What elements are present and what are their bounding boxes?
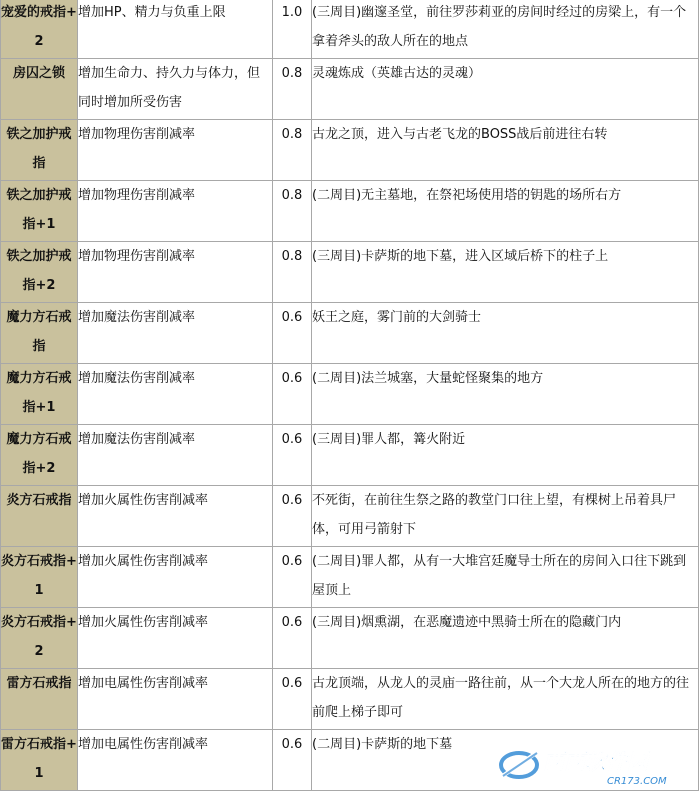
- ring-value: 0.6: [273, 669, 312, 730]
- ring-value: 0.6: [273, 608, 312, 669]
- ring-effect: 增加生命力、持久力与体力，但同时增加所受伤害: [78, 59, 273, 120]
- ring-name: 炎方石戒指+2: [1, 608, 78, 669]
- ring-effect: 增加火属性伤害削减率: [78, 608, 273, 669]
- table-row: [1, 120, 699, 181]
- ring-name: 魔力方石戒指+1: [1, 364, 78, 425]
- ring-value: 0.8: [273, 59, 312, 120]
- ring-effect: 增加火属性伤害削减率: [78, 486, 273, 547]
- ring-location: 古龙顶端，从龙人的灵庙一路往前，从一个大龙人所在的地方的往前爬上梯子即可: [312, 669, 699, 730]
- ring-table-body: [1, 0, 699, 791]
- ring-location: (三周目)卡萨斯的地下墓，进入区域后桥下的柱子上: [312, 242, 699, 303]
- table-row: [1, 0, 699, 59]
- ring-location: (三周目)罪人都，篝火附近: [312, 425, 699, 486]
- ring-effect: 增加HP、精力与负重上限: [78, 0, 273, 59]
- watermark-text: 西西软件园: [543, 750, 648, 774]
- table-row: [1, 303, 699, 364]
- ring-location: 妖王之庭，雾门前的大剑骑士: [312, 303, 699, 364]
- ring-location: 灵魂炼成（英雄古达的灵魂）: [312, 59, 699, 120]
- table-row: [1, 669, 699, 730]
- ring-name: 宠爱的戒指+2: [1, 0, 78, 59]
- watermark-subtext: CR173.COM: [607, 776, 667, 787]
- ring-effect: 增加物理伤害削减率: [78, 181, 273, 242]
- ring-value: 0.6: [273, 730, 312, 791]
- table-row: [1, 608, 699, 669]
- ring-value: 0.6: [273, 425, 312, 486]
- ring-name: 炎方石戒指: [1, 486, 78, 547]
- ring-name: 房囚之锁: [1, 59, 78, 120]
- ring-effect: 增加魔法伤害削减率: [78, 303, 273, 364]
- ring-value: 0.8: [273, 242, 312, 303]
- ring-effect: 增加魔法伤害削减率: [78, 425, 273, 486]
- ring-effect: 增加物理伤害削减率: [78, 242, 273, 303]
- ring-effect: 增加魔法伤害削减率: [78, 364, 273, 425]
- table-row: [1, 59, 699, 120]
- table-row: [1, 181, 699, 242]
- ring-value: 0.8: [273, 181, 312, 242]
- ring-value: 0.8: [273, 120, 312, 181]
- ring-name: 雷方石戒指: [1, 669, 78, 730]
- ring-name: 铁之加护戒指+2: [1, 242, 78, 303]
- ring-value: 0.6: [273, 364, 312, 425]
- table-row: [1, 242, 699, 303]
- ring-value: 0.6: [273, 547, 312, 608]
- ring-effect: 增加物理伤害削减率: [78, 120, 273, 181]
- ring-value: 1.0: [273, 0, 312, 59]
- watermark-logo: [495, 743, 691, 787]
- ring-location: 不死街，在前往生祭之路的教堂门口往上望，有棵树上吊着具尸体，可用弓箭射下: [312, 486, 699, 547]
- ring-location: 古龙之顶，进入与古老飞龙的BOSS战后前进往右转: [312, 120, 699, 181]
- ring-name: 铁之加护戒指+1: [1, 181, 78, 242]
- ring-value: 0.6: [273, 486, 312, 547]
- logo-swoosh-icon: [501, 751, 539, 777]
- ring-effect: 增加火属性伤害削减率: [78, 547, 273, 608]
- ring-effect: 增加电属性伤害削减率: [78, 669, 273, 730]
- table-row: [1, 364, 699, 425]
- ring-name: 魔力方石戒指+2: [1, 425, 78, 486]
- ring-location: (二周目)卡萨斯的地下墓: [312, 730, 699, 791]
- ring-name: 魔力方石戒指: [1, 303, 78, 364]
- table-row: [1, 425, 699, 486]
- ring-effect: 增加电属性伤害削减率: [78, 730, 273, 791]
- ring-name: 雷方石戒指+1: [1, 730, 78, 791]
- ring-name: 炎方石戒指+1: [1, 547, 78, 608]
- ring-location: (三周目)幽邃圣堂，前往罗莎莉亚的房间时经过的房梁上，有一个拿着斧头的敌人所在的地点: [312, 0, 699, 59]
- ring-location: (二周目)法兰城塞，大量蛇怪聚集的地方: [312, 364, 699, 425]
- ring-name: 铁之加护戒指: [1, 120, 78, 181]
- ring-location: (二周目)罪人都，从有一大堆宫廷魔导士所在的房间入口往下跳到屋顶上: [312, 547, 699, 608]
- ring-location: (二周目)无主墓地，在祭祀场使用塔的钥匙的场所右方: [312, 181, 699, 242]
- table-row: [1, 547, 699, 608]
- table-row: [1, 486, 699, 547]
- ring-location: (三周目)烟熏湖，在恶魔遗迹中黑骑士所在的隐藏门内: [312, 608, 699, 669]
- ring-value: 0.6: [273, 303, 312, 364]
